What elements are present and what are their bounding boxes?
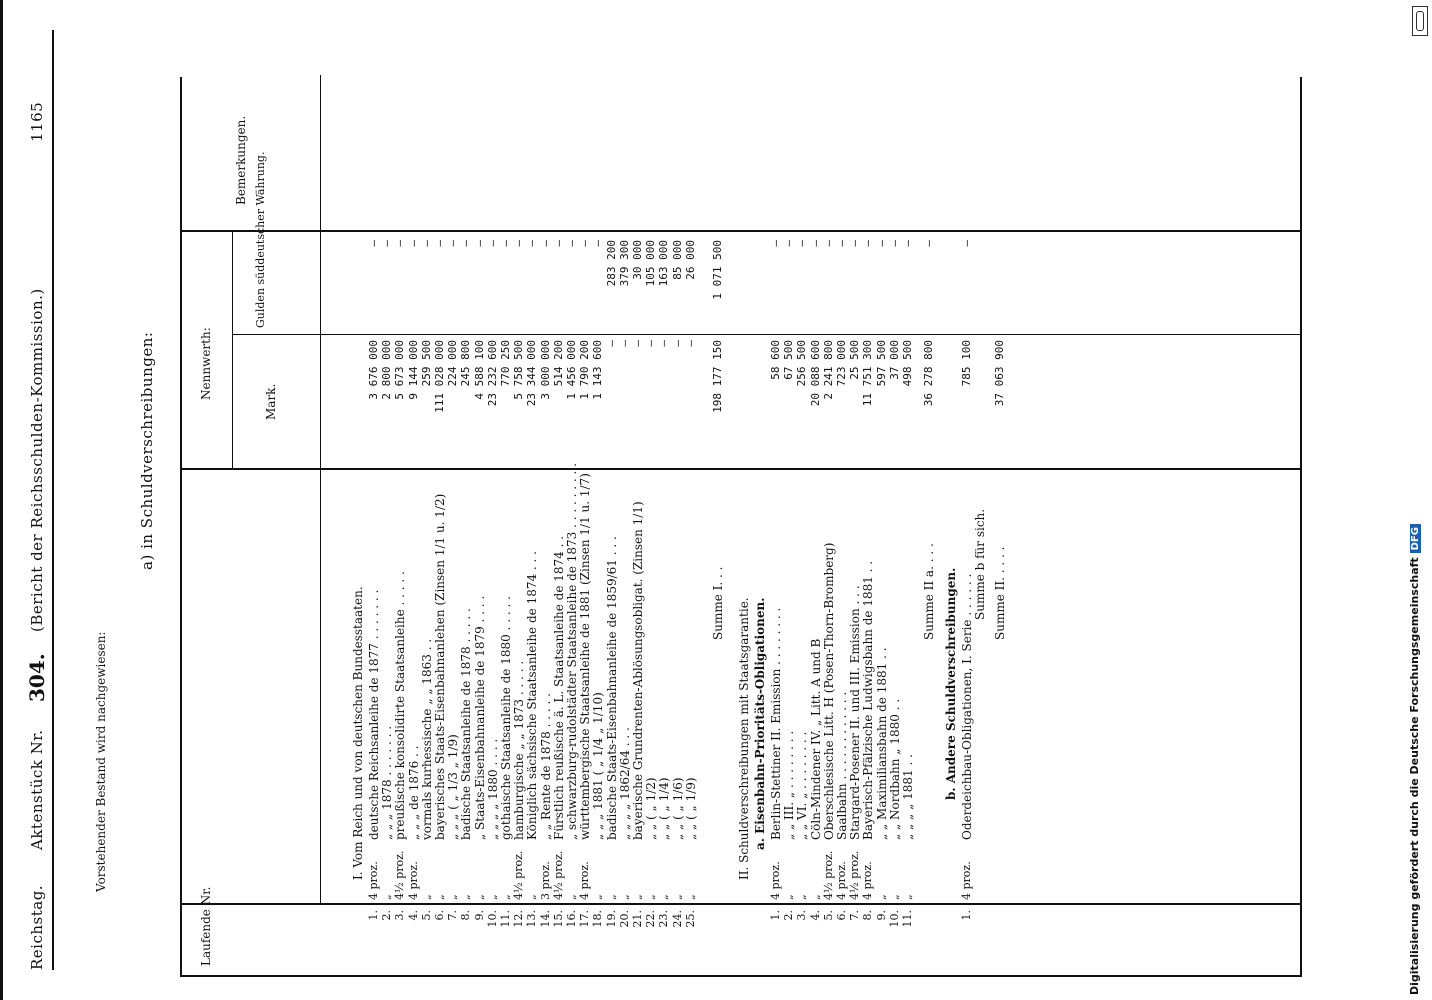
section2-row-mark-value: 37 000	[887, 340, 901, 380]
section2-row-gulden-value: —	[769, 240, 782, 247]
section1-row-gulden-value: —	[433, 240, 446, 247]
section1-row-rate: „	[683, 894, 697, 900]
header-title: (Bericht der Reichsschulden-Kommission.)	[28, 288, 46, 632]
section1-row-rate: „	[433, 894, 446, 900]
section1-row-gulden-value: —	[578, 240, 592, 247]
section1-title: I. Vom Reich und von deutschen Bundesstaaten.	[351, 586, 365, 880]
section1-row-mark-value: 3 000 000	[538, 340, 552, 400]
section1-row-number: 24.	[670, 910, 684, 928]
section2-b-row-rate: 4 proz.	[960, 861, 974, 900]
section1-row-mark-value: 23 344 000	[525, 340, 539, 407]
section1-row-mark-value: 23 232 600	[485, 340, 499, 407]
section1-row-gulden-value: 379 300	[617, 240, 631, 287]
col-header-bemerkungen: Bemerkungen.	[234, 115, 248, 205]
section1-row-rate: 4 proz.	[578, 861, 592, 900]
section1-row-gulden-value: —	[380, 240, 394, 247]
section1-row-gulden-value: 30 000	[631, 240, 644, 280]
section1-row-mark-value: 4 588 100	[472, 340, 486, 400]
section1-row-mark-value: —	[657, 340, 671, 347]
section1-row-gulden-value: —	[499, 240, 512, 247]
section1-row-mark-value: 1 790 200	[578, 340, 592, 400]
section2-title: II. Schuldverschreibungen mit Staatsgarantie.	[737, 597, 751, 880]
section1-row-description: „ „ „ 1881 ( „ 1/4 „ 1/10)	[591, 692, 606, 840]
header-doc-number: 304.	[25, 653, 49, 702]
section2-b-row-number: 1.	[960, 910, 974, 921]
section1-row-number: 21.	[631, 910, 644, 928]
nennwerth-underline	[232, 232, 233, 470]
section2-row-number: 9.	[874, 910, 888, 921]
section1-row-description: württembergische Staatsanleihe de 1881 (Zinsen 1/1 u. 1/7)	[578, 473, 593, 840]
section2-row-number: 4.	[808, 910, 822, 921]
header-page-number: 1165	[28, 101, 46, 142]
section1-sum-label: Summe I. . .	[711, 566, 725, 640]
section2-row-rate: 4 proz.	[861, 861, 875, 900]
section2-row-mark-value: 67 500	[782, 340, 796, 380]
subheading: a) in Schuldverschreibungen:	[138, 331, 156, 570]
section1-row-description: „ „ ( „ 1/9)	[683, 777, 698, 840]
section2-row-gulden-value: —	[808, 240, 822, 247]
section1-row-rate: 4½ proz.	[551, 850, 565, 900]
section1-row-description: Fürstlich reußische ä. L. Staatsanleihe de 1874 . .	[551, 535, 566, 840]
section2-sum-a-label: Summe II a. . . .	[922, 543, 937, 640]
section2-sum-ii-label: Summe II. . . . .	[993, 546, 1008, 640]
section1-row-rate: „	[631, 894, 644, 900]
section1-row-rate: 4 proz.	[367, 861, 380, 900]
section1-row-description: „ „ „ 1878 . . . . . . .	[380, 725, 395, 840]
section1-row-number: 20.	[617, 910, 631, 928]
section1-sum-mark: 198 177 150	[711, 340, 724, 413]
section1-row-description: preußische konsolidirte Staatsanleihe . . . . .	[393, 571, 408, 840]
section2-row-mark-value: 58 600	[769, 340, 782, 380]
section1-row-mark-value: 5 758 500	[512, 340, 526, 400]
section1-row-mark-value: 514 200	[551, 340, 565, 387]
section1-row-rate: „	[380, 894, 394, 900]
section1-row-description: „ „ „ „ 1862/64 . . .	[617, 727, 632, 840]
section1-row-gulden-value: —	[472, 240, 486, 247]
section1-row-gulden-value: —	[525, 240, 539, 247]
section1-row-rate: „	[565, 894, 578, 900]
section2-sum-b-label: Summe b für sich.	[973, 508, 988, 620]
section1-row-description: bayerische Grundrenten-Ablösungsobligat. (Zinsen 1/1)	[631, 501, 645, 840]
section1-row-description: hamburgische „ „ 1873 . . . . .	[512, 660, 527, 840]
section1-row-mark-value: —	[631, 340, 644, 347]
section1-row-mark-value: 9 144 000	[406, 340, 420, 400]
section1-sum-gulden: 1 071 500	[711, 240, 724, 300]
section1-row-number: 16.	[565, 910, 578, 928]
section1-row-gulden-value: —	[551, 240, 565, 247]
section2-row-rate: „	[808, 894, 822, 900]
section1-row-description: bayerisches Staats-Eisenbahnanlehen (Zinsen 1/1 u. 1/2)	[433, 493, 447, 840]
section1-row-gulden-value: —	[485, 240, 499, 247]
funding-text: Digitalisierung gefördert durch die Deutsche Forschungsgemeinschaft	[1408, 557, 1421, 995]
section2-row-description: „ „ III. „ . . . . . . . .	[782, 730, 797, 840]
section1-row-gulden-value: —	[393, 240, 407, 247]
section1-row-rate: „	[485, 894, 499, 900]
header-doc-label: Aktenstück Nr.	[28, 729, 46, 850]
col-divider-nennwerth	[180, 231, 1300, 233]
section2-row-number: 1.	[769, 910, 782, 921]
section1-row-gulden-value: —	[459, 240, 473, 247]
section1-row-gulden-value: 105 000	[644, 240, 658, 287]
section2-row-gulden-value: —	[848, 240, 862, 247]
table-frame-bottom	[1300, 77, 1302, 977]
section2-sum-a-mark: 36 278 800	[922, 340, 936, 407]
section1-row-rate: „	[657, 894, 671, 900]
section1-row-number: 11.	[499, 910, 512, 928]
section1-row-number: 25.	[683, 910, 697, 928]
section1-row-description: Königlich sächsische Staatsanleihe de 1874 . . .	[525, 551, 540, 840]
section2-row-number: 6.	[835, 910, 848, 921]
table-frame-left	[180, 975, 1300, 977]
section1-row-number: 6.	[433, 910, 446, 921]
dfg-logo: DFG	[1410, 524, 1421, 553]
section1-row-description: deutsche Reichsanleihe de 1877 . . . . . . .	[367, 589, 381, 840]
section2-row-rate: „	[782, 894, 796, 900]
section1-row-mark-value: 3 676 000	[367, 340, 380, 400]
section1-row-mark-value: 1 456 000	[565, 340, 578, 400]
section1-row-number: 2.	[380, 910, 394, 921]
section2-row-rate: 4 proz.	[835, 861, 848, 900]
section2-row-gulden-value: —	[835, 240, 848, 247]
section1-row-description: „ „ ( „ 1/4)	[657, 777, 672, 840]
section1-row-mark-value: —	[670, 340, 684, 347]
section2-row-description: „ „ Maximiliansbahn de 1881 . .	[874, 647, 889, 840]
section1-row-mark-value: 245 800	[459, 340, 473, 387]
section1-row-mark-value: —	[604, 340, 618, 347]
section1-row-rate: 4½ proz.	[512, 850, 526, 900]
section1-row-number: 19.	[604, 910, 618, 928]
section1-row-number: 7.	[446, 910, 460, 921]
section1-row-number: 15.	[551, 910, 565, 928]
section1-row-description: badische Staatsanleihe de 1878 . . . . .	[459, 608, 474, 840]
table-frame-top	[180, 77, 182, 977]
section1-row-gulden-value: —	[565, 240, 578, 247]
section1-row-mark-value: 1 143 600	[591, 340, 605, 400]
section1-row-rate: „	[525, 894, 539, 900]
section1-row-description: badische Staats-Eisenbahnanleihe de 1859/61 . . .	[604, 536, 619, 840]
section1-row-rate: 4 proz.	[406, 861, 420, 900]
section1-row-description: „ „ ( „ 1/6)	[670, 777, 685, 840]
section1-row-description: „ „ „ de 1876 . .	[406, 745, 421, 840]
header-rule	[52, 30, 54, 970]
section1-row-mark-value: —	[644, 340, 658, 347]
section1-row-rate: „	[604, 894, 618, 900]
section1-row-rate: „	[591, 894, 605, 900]
col-header-mark: Mark.	[264, 383, 278, 420]
section2-row-mark-value: 25 500	[848, 340, 862, 380]
section2-row-description: „ „ „ „ 1881 . .	[901, 754, 915, 840]
section2-row-number: 10.	[887, 910, 901, 928]
section2-row-mark-value: 597 500	[874, 340, 888, 387]
section2-row-description: „ „ VI. „ . . . . . . . .	[795, 731, 810, 840]
section1-row-gulden-value: 163 000	[657, 240, 671, 287]
section2-row-gulden-value: —	[782, 240, 796, 247]
section1-row-rate: „	[499, 894, 512, 900]
section2-row-mark-value: 256 500	[795, 340, 809, 387]
section1-row-number: 4.	[406, 910, 420, 921]
section2-row-description: Stargard-Posener II. und III. Emission . . .	[848, 585, 863, 840]
section1-row-number: 14.	[538, 910, 552, 928]
section1-row-mark-value: —	[683, 340, 697, 347]
intro-text: Vorstehender Bestand wird nachgewiesen:	[94, 631, 108, 892]
section1-row-mark-value: —	[617, 340, 631, 347]
section2-row-number: 2.	[782, 910, 796, 921]
section1-row-rate: „	[670, 894, 684, 900]
section1-row-mark-value: 770 250	[499, 340, 512, 387]
section2-row-description: Berlin-Stettiner II. Emission . . . . . . . .	[769, 607, 783, 840]
header-left: Reichstag.	[28, 884, 46, 970]
section1-row-description: „ schwarzburg-rudolstädter Staatsanleihe de 1873 . . . . . . . . .	[565, 463, 579, 840]
section2-row-gulden-value: —	[795, 240, 809, 247]
section2-sub-a: a. Eisenbahn-Prioritäts-Obligationen.	[753, 597, 767, 850]
section2-row-mark-value: 20 088 600	[808, 340, 822, 407]
col-divider-mark	[232, 334, 1300, 335]
section2-b-row-description: Oderdeichbau-Obligationen, I. Serie . . . . . .	[960, 573, 975, 840]
section1-row-gulden-value: —	[419, 240, 433, 247]
section1-row-description: „ „ „ ( „ 1/3 „ 1/9)	[446, 734, 461, 840]
section2-row-gulden-value: —	[887, 240, 901, 247]
section1-row-gulden-value: —	[446, 240, 460, 247]
section1-row-rate: 4½ proz.	[393, 850, 407, 900]
col-header-gulden: Gulden süddeutscher Währung.	[254, 151, 267, 328]
section2-row-gulden-value: —	[901, 240, 914, 247]
section2-row-rate: 4 proz.	[769, 861, 782, 900]
section2-row-rate: „	[874, 894, 888, 900]
section2-row-rate: 4½ proz.	[821, 850, 835, 900]
col-divider-lfd	[180, 904, 1300, 906]
section1-row-description: „ „ Rente de 1878 . . . . .	[538, 693, 553, 840]
section2-row-number: 11.	[901, 910, 914, 928]
section1-row-number: 1.	[367, 910, 380, 921]
section1-row-rate: „	[472, 894, 486, 900]
section2-sum-ii-mark: 37 063 900	[993, 340, 1007, 407]
section1-row-mark-value: 2 800 000	[380, 340, 394, 400]
section1-row-rate: „	[644, 894, 658, 900]
section2-row-description: Oberschlesische Litt. H (Posen-Thorn-Bromberg)	[821, 542, 836, 840]
section1-row-number: 3.	[393, 910, 407, 921]
section2-row-gulden-value: —	[821, 240, 835, 247]
section1-row-gulden-value: 85 000	[670, 240, 684, 280]
section1-row-rate: „	[459, 894, 473, 900]
section1-row-number: 13.	[525, 910, 539, 928]
section1-row-mark-value: 111 028 000	[433, 340, 446, 413]
section2-row-number: 7.	[848, 910, 862, 921]
section1-row-description: „ Staats-Eisenbahnanleihe de 1879 . . . .	[472, 595, 487, 840]
section2-row-rate: „	[795, 894, 809, 900]
section2-b-row-gulden-value: —	[960, 240, 974, 247]
section2-row-rate: „	[887, 894, 901, 900]
section2-row-gulden-value: —	[874, 240, 888, 247]
section2-b-row-mark-value: 785 100	[960, 340, 974, 387]
section1-row-rate: „	[617, 894, 631, 900]
section1-row-gulden-value: —	[538, 240, 552, 247]
section1-row-mark-value: 5 673 000	[393, 340, 407, 400]
section1-row-rate: 3 proz.	[538, 861, 552, 900]
section2-row-mark-value: 723 000	[835, 340, 848, 387]
section1-row-number: 22.	[644, 910, 658, 928]
section2-row-number: 5.	[821, 910, 835, 921]
section1-row-gulden-value: —	[367, 240, 380, 247]
section2-row-description: Saalbahn . . . . . . . . . . . .	[835, 691, 849, 840]
section1-row-rate: „	[419, 894, 433, 900]
section2-row-mark-value: 11 751 300	[861, 340, 875, 407]
section1-row-mark-value: 259 500	[419, 340, 433, 387]
section2-row-description: Cöln-Mindener IV. „ Litt. A und B	[808, 638, 823, 840]
section1-row-description: „ „ ( „ 1/2)	[644, 777, 659, 840]
section1-row-number: 17.	[578, 910, 592, 928]
section1-row-description: „ „ „ „ 1880 . . . .	[485, 738, 500, 840]
section1-row-description: vormals kurhessische „ „ 1863 . .	[419, 638, 434, 840]
section1-row-gulden-value: 283 200	[604, 240, 618, 287]
section2-row-mark-value: 2 241 800	[821, 340, 835, 400]
section1-row-gulden-value: 26 000	[683, 240, 697, 280]
section1-row-number: 5.	[419, 910, 433, 921]
section1-row-gulden-value: —	[591, 240, 605, 247]
header-row-rule	[320, 75, 321, 905]
section1-row-number: 8.	[459, 910, 473, 921]
col-header-nennwerth: Nennwerth:	[199, 327, 213, 400]
section1-row-description: gothaische Staatsanleihe de 1880 . . . . .	[499, 596, 513, 840]
section2-row-rate: „	[901, 894, 914, 900]
section1-row-number: 9.	[472, 910, 486, 921]
section2-row-description: „ „ Nordbahn „ 1880 . .	[887, 698, 902, 840]
section1-row-gulden-value: —	[406, 240, 420, 247]
section1-row-number: 12.	[512, 910, 526, 928]
col-divider-desc	[180, 469, 1300, 471]
section2-row-number: 3.	[795, 910, 809, 921]
section2-row-rate: 4½ proz.	[848, 850, 862, 900]
col-header-lfd: Laufende Nr.	[199, 886, 213, 966]
section2-row-mark-value: 498 500	[901, 340, 914, 387]
section2-sum-a-gulden: —	[922, 240, 936, 247]
section2-row-gulden-value: —	[861, 240, 875, 247]
section1-row-number: 23.	[657, 910, 671, 928]
section1-row-mark-value: 224 000	[446, 340, 460, 387]
section1-row-gulden-value: —	[512, 240, 526, 247]
section2-sub-b: b. Andere Schuldverschreibungen.	[944, 567, 959, 800]
section2-row-number: 8.	[861, 910, 875, 921]
section1-row-number: 18.	[591, 910, 605, 928]
section2-row-description: Bayerisch-Pfälzische Ludwigsbahn de 1881 . .	[861, 560, 876, 840]
section1-row-rate: „	[446, 894, 460, 900]
section1-row-number: 10.	[485, 910, 499, 928]
